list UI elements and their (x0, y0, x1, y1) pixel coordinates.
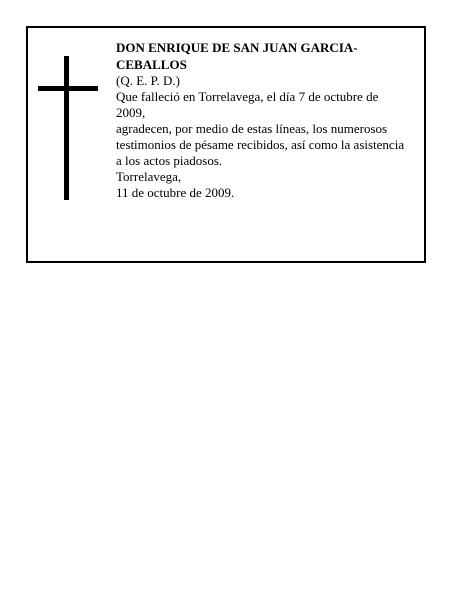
thanks-line1: agradecen, por medio de estas líneas, los numerosos (116, 121, 388, 136)
deceased-name-line2: CEBALLOS (116, 57, 187, 72)
notice-text (116, 39, 421, 201)
death-statement-line2: 2009, (116, 105, 146, 120)
cross-horizontal-bar (38, 86, 98, 91)
signature-place: Torrelavega, (116, 169, 182, 184)
deceased-name-line1: DON ENRIQUE DE SAN JUAN GARCIA- (116, 40, 358, 55)
thanks-line2: testimonios de pésame recibidos, así como la asistencia (116, 137, 405, 152)
death-statement-line1: Que falleció en Torrelavega, el día 7 de octubre de (116, 89, 379, 104)
obituary-notice (26, 26, 426, 263)
signature-date: 11 de octubre de 2009. (116, 185, 235, 200)
cross-vertical-bar (64, 56, 69, 200)
cross-icon (38, 56, 98, 200)
thanks-line3: a los actos piadosos. (116, 153, 223, 168)
rip-abbreviation: (Q. E. P. D.) (116, 73, 180, 88)
